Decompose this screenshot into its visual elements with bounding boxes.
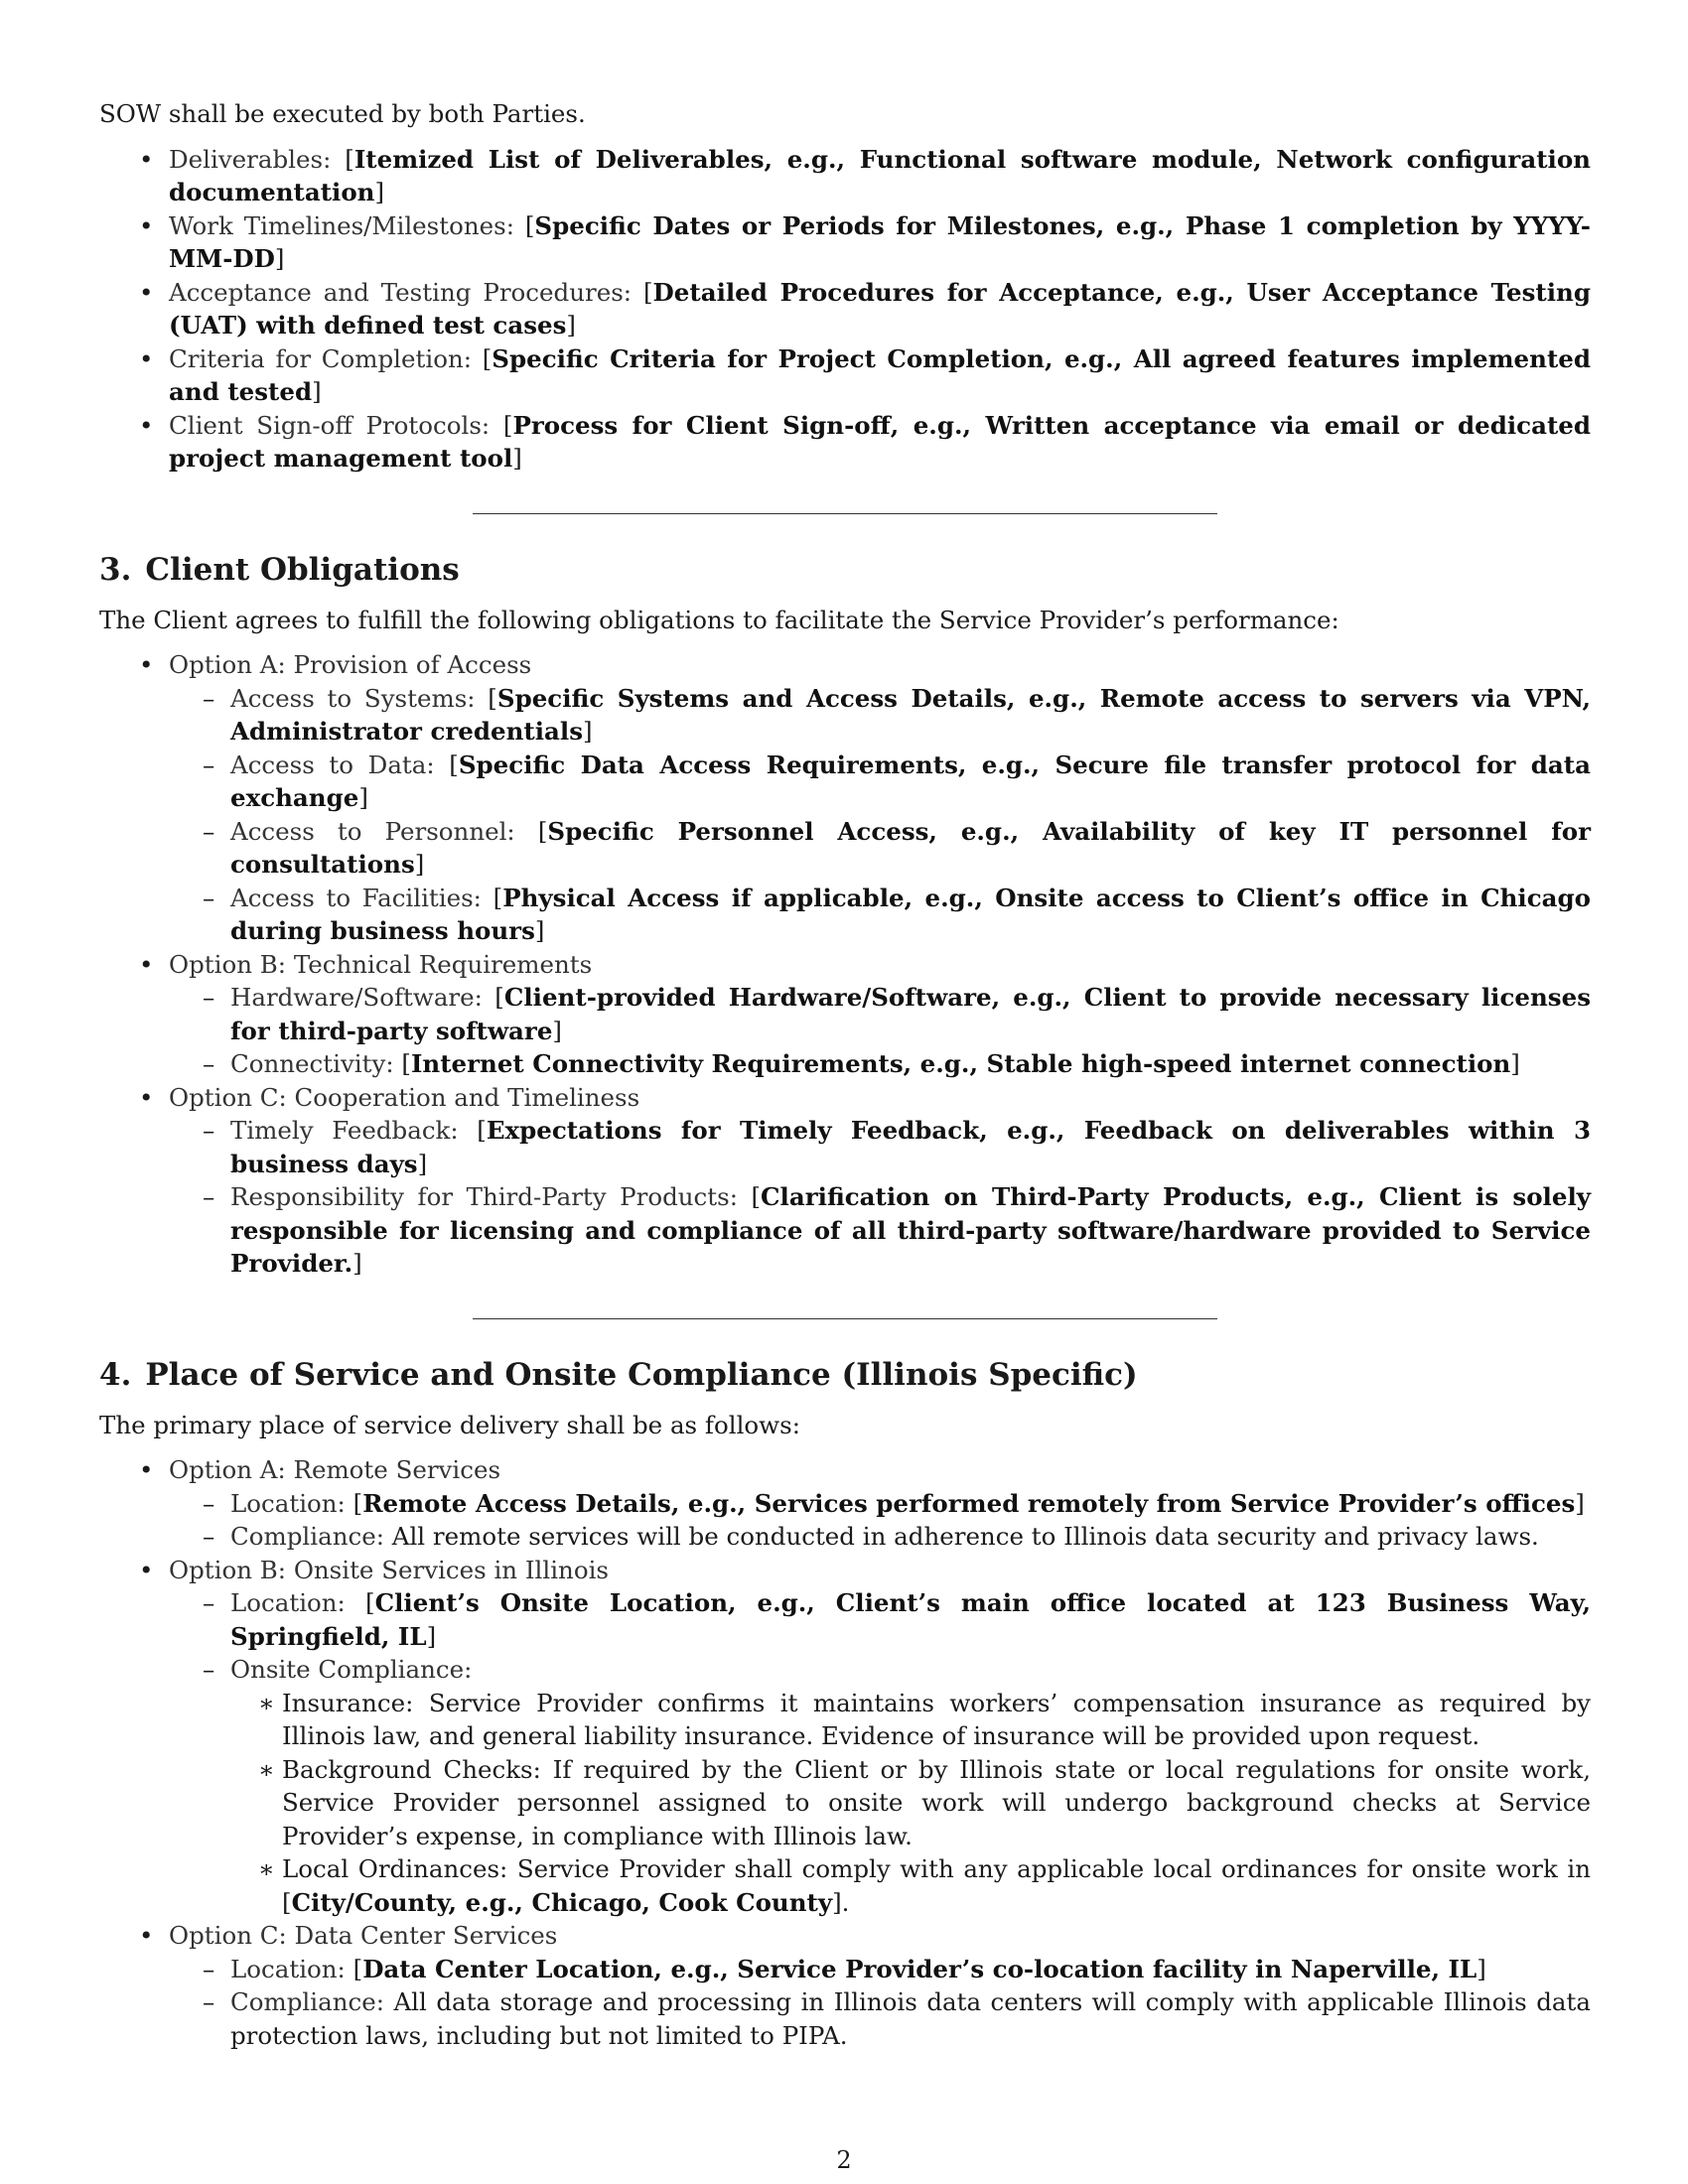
list-item: – Hardware/Software: [Client-provided Hardware/Software, e.g., Client to provide necessary licenses for third-party software] xyxy=(169,981,1591,1047)
list-item: ∗ Local Ordinances: Service Provider shall comply with any applicable local ordinances for onsite work in [City/County, e.g., Chicago, Cook County]. xyxy=(230,1852,1591,1919)
list-item: – Compliance: All data storage and processing in Illinois data centers will comply with applicable Illinois data protection laws, including but not limited to PIPA. xyxy=(169,1985,1591,2052)
option-b-technical: • Option B: Technical Requirements – Hardware/Software: [Client-provided Hardware/Software, e.g., Client to provide necessary licenses for third-party software] – Connectivity: [Internet Connectivity Requirements, e.g., Stable high-speed internet connection] xyxy=(99,948,1591,1081)
client-obligations-list xyxy=(99,648,1591,1281)
section-intro: The primary place of service delivery shall be as follows: xyxy=(99,1410,800,1439)
list-item: – Access to Facilities: [Physical Access if applicable, e.g., Onsite access to Client’s office in Chicago during business hours] xyxy=(169,882,1591,948)
list-item: • Work Timelines/Milestones: [Specific Dates or Periods for Milestones, e.g., Phase 1 completion by YYYY-MM-DD] xyxy=(99,209,1591,276)
list-item: • Acceptance and Testing Procedures: [Detailed Procedures for Acceptance, e.g., User Acceptance Testing (UAT) with defined test cases] xyxy=(99,276,1591,342)
list-item: – Onsite Compliance: ∗ Insurance: Service Provider confirms it maintains workers’ compensation insurance as required by Illinois law, and general liability insurance. Evidence of insurance will be provided upon request. ∗ Background Checks: If required by the Client or by Illinois state or local regulations for onsite work, Service Provider personnel assigned to onsite work will undergo background checks at Service Provider’s expense, in compliance with Illinois law. ∗ Local Ordinances: Service Provider shall comply with any applicable local ordinances for onsite work in [City/County, e.g., Chicago, Cook County]. xyxy=(169,1653,1591,1919)
list-item: – Access to Data: [Specific Data Access Requirements, e.g., Secure file transfer protocol for data exchange] xyxy=(169,749,1591,815)
option-a-access: • Option A: Provision of Access – Access to Systems: [Specific Systems and Access Details, e.g., Remote access to servers via VPN, Administrator credentials] – Access to Data: [Specific Data Access Requirements, e.g., Secure file transfer protocol for data exchange] – Access to Personnel: [Specific Personnel Access, e.g., Availability of key IT personnel for consultations] – Access to Facilities: [Physical Access if applicable, e.g., Onsite access to Client’s office in Chicago during business hours] xyxy=(99,648,1591,948)
page-number: 2 xyxy=(836,2146,852,2174)
option-c-cooperation: • Option C: Cooperation and Timeliness – Timely Feedback: [Expectations for Timely Feedback, e.g., Feedback on deliverables within 3 business days] – Responsibility for Third-Party Products: [Clarification on Third-Party Products, e.g., Client is solely responsible for licensing and compliance of all third-party software/hardware provided to Service Provider.] xyxy=(99,1081,1591,1281)
sow-requirements-list xyxy=(99,143,1591,476)
section-intro: The Client agrees to fulfill the following obligations to facilitate the Service Provider’s performance: xyxy=(99,605,1339,634)
list-item: – Connectivity: [Internet Connectivity Requirements, e.g., Stable high-speed internet connection] xyxy=(169,1047,1591,1081)
place-of-service-list xyxy=(99,1453,1591,2052)
list-item: – Responsibility for Third-Party Products: [Clarification on Third-Party Products, e.g., Client is solely responsible for licensing and compliance of all third-party software/hardware provided to Service Provider.] xyxy=(169,1180,1591,1281)
option-a-remote: • Option A: Remote Services – Location: [Remote Access Details, e.g., Services performed remotely from Service Provider’s offices] – Compliance: All remote services will be conducted in adherence to Illinois data security and privacy laws. xyxy=(99,1453,1591,1554)
list-item: • Client Sign-off Protocols: [Process for Client Sign-off, e.g., Written acceptance via email or dedicated project management tool] xyxy=(99,409,1591,476)
option-c-data-center: • Option C: Data Center Services – Location: [Data Center Location, e.g., Service Provider’s co-location facility in Naperville, IL] – Compliance: All data storage and processing in Illinois data centers will comply with applicable Illinois data protection laws, including but not limited to PIPA. xyxy=(99,1919,1591,2052)
list-item: – Access to Systems: [Specific Systems and Access Details, e.g., Remote access to servers via VPN, Administrator credentials] xyxy=(169,682,1591,749)
list-item: – Access to Personnel: [Specific Personnel Access, e.g., Availability of key IT personnel for consultations] xyxy=(169,815,1591,882)
option-b-onsite: • Option B: Onsite Services in Illinois – Location: [Client’s Onsite Location, e.g., Client’s main office located at 123 Business Way, Springfield, IL] – Onsite Compliance: ∗ Insurance: Service Provider confirms it maintains workers’ compensation insurance as required by Illinois law, and general liability insurance. Evidence of insurance will be provided upon request. ∗ Background Checks: If required by the Client or by Illinois state or local regulations for onsite work, Service Provider personnel assigned to onsite work will undergo background checks at Service Provider’s expense, in compliance with Illinois law. ∗ Local Ordinances: Service Provider shall comply with any applicable local ordinances for onsite work in [City/County, e.g., Chicago, Cook County]. xyxy=(99,1554,1591,1920)
section-heading-place-of-service: 4. Place of Service and Onsite Compliance (Illinois Specific) xyxy=(99,1356,1138,1393)
section-divider xyxy=(473,1318,1217,1319)
list-item: – Timely Feedback: [Expectations for Timely Feedback, e.g., Feedback on deliverables within 3 business days] xyxy=(169,1114,1591,1180)
list-item: – Compliance: All remote services will be conducted in adherence to Illinois data security and privacy laws. xyxy=(169,1520,1591,1554)
section-heading-client-obligations: 3. Client Obligations xyxy=(99,551,460,588)
list-item: ∗ Background Checks: If required by the Client or by Illinois state or local regulations for onsite work, Service Provider personnel assigned to onsite work will undergo background checks at Service Provider’s expense, in compliance with Illinois law. xyxy=(230,1753,1591,1853)
list-item: ∗ Insurance: Service Provider confirms it maintains workers’ compensation insurance as required by Illinois law, and general liability insurance. Evidence of insurance will be provided upon request. xyxy=(230,1687,1591,1753)
list-item: – Location: [Client’s Onsite Location, e.g., Client’s main office located at 123 Business Way, Springfield, IL] xyxy=(169,1586,1591,1653)
list-item: – Location: [Data Center Location, e.g., Service Provider’s co-location facility in Naperville, IL] xyxy=(169,1953,1591,1986)
list-item: – Location: [Remote Access Details, e.g., Services performed remotely from Service Provider’s offices] xyxy=(169,1487,1591,1521)
list-item: • Deliverables: [Itemized List of Deliverables, e.g., Functional software module, Network configuration documentation] xyxy=(99,143,1591,209)
document-page xyxy=(99,97,1591,2052)
section-divider xyxy=(473,513,1217,514)
list-item: • Criteria for Completion: [Specific Criteria for Project Completion, e.g., All agreed features implemented and tested] xyxy=(99,342,1591,409)
intro-line: SOW shall be executed by both Parties. xyxy=(99,99,586,128)
